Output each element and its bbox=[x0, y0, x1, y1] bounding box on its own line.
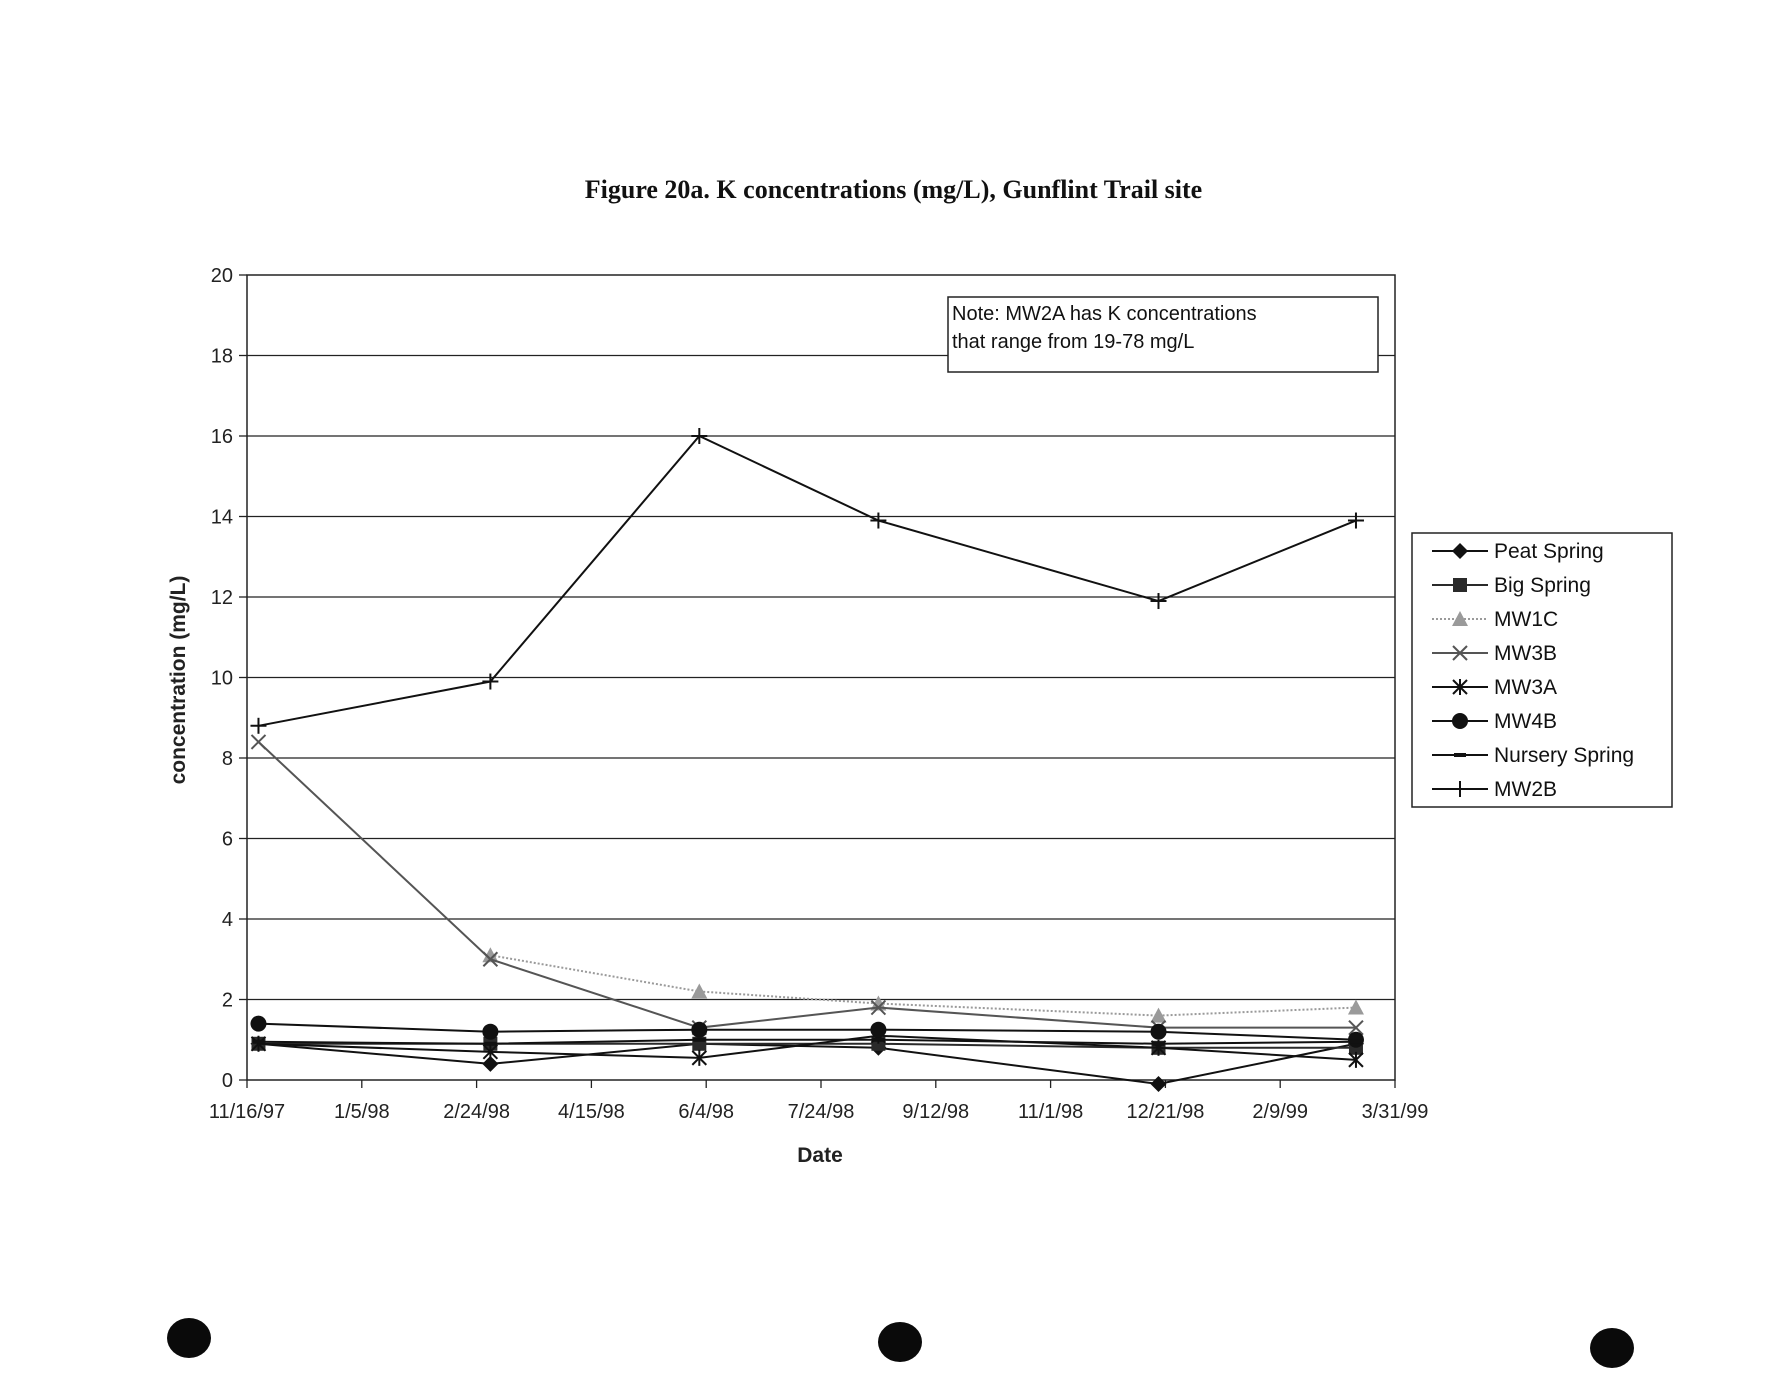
series-line-mw2b bbox=[258, 436, 1355, 726]
gridlines bbox=[247, 356, 1395, 1000]
point-mw4b-5 bbox=[1348, 1032, 1364, 1048]
x-tick-label-6: 9/12/98 bbox=[902, 1101, 970, 1123]
point-nursery-spring-3 bbox=[872, 1038, 884, 1042]
series-mw3b bbox=[251, 735, 1362, 1035]
y-tick-label-14: 14 bbox=[210, 506, 233, 529]
series-line-mw3b bbox=[258, 742, 1355, 1028]
point-nursery-spring-5 bbox=[1350, 1040, 1362, 1044]
legend bbox=[1412, 533, 1672, 807]
point-nursery-spring-1 bbox=[484, 1042, 496, 1046]
punch-hole-left bbox=[167, 1318, 211, 1358]
punch-hole-right bbox=[1590, 1328, 1634, 1368]
punch-hole-center bbox=[878, 1322, 922, 1362]
x-tick-label-0: 11/16/97 bbox=[208, 1101, 286, 1123]
point-mw4b-3 bbox=[870, 1022, 886, 1038]
x-tick-label-8: 12/21/98 bbox=[1126, 1101, 1205, 1123]
y-tick-label-4: 4 bbox=[221, 909, 233, 931]
x-tick-label-7: 11/1/98 bbox=[1017, 1101, 1084, 1123]
x-tick-label-1: 1/5/98 bbox=[333, 1101, 390, 1123]
point-mw4b-2 bbox=[691, 1022, 707, 1038]
point-mw4b-1 bbox=[482, 1024, 498, 1040]
point-mw2b-5 bbox=[1348, 513, 1364, 529]
legend-swatch-marker-mw4b bbox=[1452, 713, 1468, 729]
x-tick-label-3: 4/15/98 bbox=[558, 1101, 625, 1123]
series-mw2b bbox=[250, 428, 1363, 734]
legend-label-big-spring: Big Spring bbox=[1494, 574, 1591, 597]
x-tick-label-10: 3/31/99 bbox=[1361, 1101, 1429, 1123]
y-tick-label-6: 6 bbox=[221, 828, 233, 851]
x-axis bbox=[209, 1080, 1429, 1123]
point-mw2b-0 bbox=[250, 718, 266, 734]
x-tick-label-4: 6/4/98 bbox=[678, 1101, 735, 1123]
point-mw4b-4 bbox=[1151, 1024, 1167, 1040]
point-mw2b-3 bbox=[870, 513, 886, 529]
y-tick-label-18: 18 bbox=[210, 345, 233, 368]
legend-label-mw4b: MW4B bbox=[1494, 710, 1557, 733]
legend-label-mw3a: MW3A bbox=[1494, 676, 1557, 699]
point-mw1c-4 bbox=[1348, 1000, 1364, 1015]
series-line-mw4b bbox=[258, 1024, 1355, 1040]
legend-swatch-marker-big-spring bbox=[1453, 578, 1467, 592]
point-peat-spring-4 bbox=[1151, 1076, 1167, 1092]
y-tick-label-0: 0 bbox=[221, 1070, 233, 1092]
x-tick-label-5: 7/24/98 bbox=[787, 1101, 855, 1123]
legend-label-peat-spring: Peat Spring bbox=[1494, 540, 1604, 563]
series-layer bbox=[250, 428, 1363, 1092]
x-axis-title: Date bbox=[797, 1144, 843, 1167]
x-tick-label-2: 2/24/98 bbox=[443, 1101, 510, 1123]
annotation-line-1: Note: MW2A has K concentrations bbox=[952, 303, 1257, 325]
annotation-note bbox=[948, 297, 1378, 372]
y-tick-label-20: 20 bbox=[210, 265, 233, 287]
chart-title: Figure 20a. K concentrations (mg/L), Gunflint Trail site bbox=[584, 175, 1203, 204]
point-nursery-spring-0 bbox=[252, 1040, 264, 1044]
point-mw3b-0 bbox=[251, 735, 265, 749]
legend-label-nursery-spring: Nursery Spring bbox=[1494, 744, 1635, 767]
series-line-mw1c bbox=[490, 955, 1356, 1015]
point-nursery-spring-4 bbox=[1153, 1042, 1165, 1046]
legend-label-mw2b: MW2B bbox=[1494, 778, 1557, 801]
y-tick-label-8: 8 bbox=[221, 748, 233, 770]
y-tick-label-2: 2 bbox=[221, 989, 233, 1012]
legend-label-mw3b: MW3B bbox=[1494, 642, 1557, 665]
point-mw4b-0 bbox=[250, 1016, 266, 1032]
y-tick-label-12: 12 bbox=[210, 587, 233, 609]
point-mw2b-4 bbox=[1151, 593, 1167, 609]
annotation-line-2: that range from 19-78 mg/L bbox=[952, 331, 1195, 353]
legend-label-mw1c: MW1C bbox=[1494, 608, 1559, 631]
y-tick-label-16: 16 bbox=[210, 426, 233, 448]
legend-swatch-marker-nursery-spring bbox=[1454, 753, 1466, 757]
y-tick-label-10: 10 bbox=[210, 667, 233, 690]
y-axis bbox=[211, 265, 247, 1092]
y-axis-title: concentration (mg/L) bbox=[167, 575, 190, 785]
point-nursery-spring-2 bbox=[693, 1038, 705, 1042]
x-tick-label-9: 2/9/99 bbox=[1252, 1101, 1309, 1123]
